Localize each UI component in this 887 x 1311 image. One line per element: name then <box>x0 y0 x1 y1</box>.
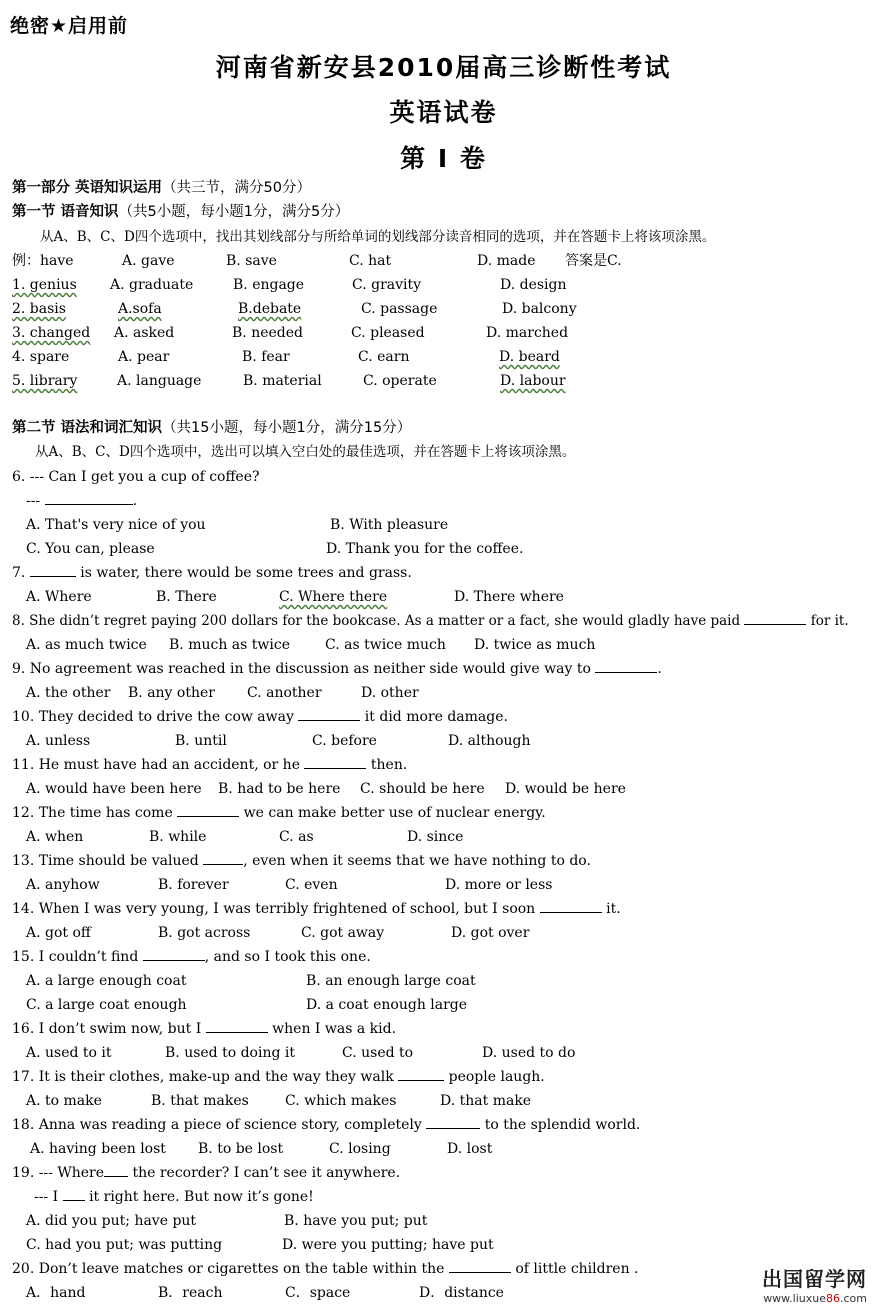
question-15 <box>12 945 872 969</box>
question-stem: 10. They decided to drive the cow away <box>12 709 294 725</box>
question-stem: 12. The time has come <box>12 805 173 821</box>
option-a: A．hand <box>26 1285 86 1301</box>
question-6-options-2 <box>26 537 886 561</box>
question-19-options-1 <box>26 1209 886 1233</box>
answer-blank <box>206 1018 268 1033</box>
example-answer: 答案是C. <box>565 253 622 269</box>
option-b: B. that makes <box>151 1093 249 1109</box>
question-9 <box>12 657 872 681</box>
question-14-options <box>26 921 886 945</box>
option-c: C. got away <box>301 925 385 941</box>
question-stem-end: we can make better use of nuclear energy. <box>243 805 546 821</box>
question-16-options <box>26 1041 886 1065</box>
phonetic-stem: 1. genius <box>12 277 77 293</box>
question-stem-end: for it. <box>810 613 849 629</box>
option-b: B. have you put; put <box>284 1213 428 1229</box>
answer-blank <box>143 946 205 961</box>
question-8 <box>12 609 872 633</box>
watermark-name: 出国留学网 <box>762 1267 867 1291</box>
answer-blank <box>426 1114 480 1129</box>
answer-blank <box>177 802 239 817</box>
option-a: A. anyhow <box>26 877 100 893</box>
question-19-reply <box>34 1185 887 1209</box>
question-stem-end: it. <box>606 901 621 917</box>
option-a: A. would have been here <box>26 781 202 797</box>
option-b: B. an enough large coat <box>306 973 476 989</box>
option-c: C. another <box>247 685 322 701</box>
option-a: A. a large enough coat <box>26 973 187 989</box>
option-b: B. engage <box>233 277 305 293</box>
answer-blank <box>298 706 360 721</box>
question-13 <box>12 849 872 873</box>
option-a: A. got off <box>26 925 91 941</box>
question-stem: 11. He must have had an accident, or he <box>12 757 300 773</box>
question-stem-end: the recorder? I can’t see it anywhere. <box>132 1165 401 1181</box>
question-16 <box>12 1017 872 1041</box>
section1-heading <box>12 200 872 224</box>
question-stem-end: . <box>657 661 662 677</box>
option-a: A. asked <box>114 325 175 341</box>
section1-note: （共5小题，每小题1分，满分5分） <box>118 204 350 220</box>
option-c: C. used to <box>342 1045 414 1061</box>
option-c: C．space <box>285 1285 351 1301</box>
question-8-options <box>26 633 886 657</box>
option-a: A. as much twice <box>26 637 147 653</box>
option-d: D. marched <box>486 325 569 341</box>
question-stem-end: is water, there would be some trees and grass. <box>80 565 412 581</box>
question-18 <box>12 1113 872 1137</box>
option-d: D. since <box>407 829 464 845</box>
option-b: B. There <box>156 589 217 605</box>
option-b: B. until <box>175 733 227 749</box>
option-d: D. twice as much <box>474 637 596 653</box>
question-stem: 15. I couldn’t find <box>12 949 139 965</box>
option-b: B. fear <box>242 349 290 365</box>
question-11 <box>12 753 872 777</box>
option-d: D. more or less <box>445 877 553 893</box>
option-b: B.debate <box>238 301 302 317</box>
option-d: D. that make <box>440 1093 532 1109</box>
option-a: A. when <box>26 829 84 845</box>
option-d: D. although <box>448 733 531 749</box>
option-a: A. to make <box>26 1093 102 1109</box>
question-stem: 17. It is their clothes, make-up and the way they walk <box>12 1069 394 1085</box>
phonetic-stem: 5. library <box>12 373 78 389</box>
section2-title: 第二节 语法和词汇知识 <box>12 420 163 436</box>
option-c: C. before <box>312 733 377 749</box>
question-6 <box>12 465 872 489</box>
option-d: D. beard <box>499 349 560 365</box>
question-17 <box>12 1065 872 1089</box>
question-15-options-2 <box>26 993 886 1017</box>
url-suffix: .com <box>840 1292 867 1305</box>
answer-blank <box>540 898 602 913</box>
part1-title: 第一部分 英语知识运用 <box>12 180 163 196</box>
answer-blank <box>30 562 76 577</box>
question-stem-end: when I was a kid. <box>272 1021 397 1037</box>
phonetic-stem: 3. changed <box>12 325 91 341</box>
option-b: B. With pleasure <box>330 517 449 533</box>
phonetic-row-5 <box>12 369 872 393</box>
question-stem-end: , and so I took this one. <box>204 949 371 965</box>
option-c: C. a large coat enough <box>26 997 187 1013</box>
volume-title: 第 I 卷 <box>400 144 487 173</box>
question-stem: 19. --- Where <box>12 1165 105 1181</box>
option-d: D. other <box>361 685 419 701</box>
question-stem: 18. Anna was reading a piece of science story, completely <box>12 1117 422 1133</box>
option-a: A. gave <box>122 253 175 269</box>
question-6-reply: --- . <box>26 489 886 513</box>
option-b: B. material <box>243 373 322 389</box>
option-a: A. unless <box>26 733 91 749</box>
option-b: B. forever <box>158 877 229 893</box>
option-c: C. as <box>279 829 314 845</box>
answer-blank <box>63 1186 85 1201</box>
option-c: C. gravity <box>352 277 422 293</box>
question-stem: 9. No agreement was reached in the discussion as neither side would give way to <box>12 661 591 677</box>
option-c: C. operate <box>363 373 437 389</box>
option-a: A. pear <box>118 349 170 365</box>
option-c: C. had you put; was putting <box>26 1237 223 1253</box>
option-a: A. language <box>117 373 202 389</box>
option-a: A.sofa <box>118 301 162 317</box>
question-20-options <box>26 1281 886 1305</box>
question-20 <box>12 1257 872 1281</box>
exam-title: 河南省新安县2010届高三诊断性考试 <box>215 53 672 82</box>
option-a: A. That's very nice of you <box>26 517 206 533</box>
part1-note: （共三节，满分50分） <box>162 180 312 196</box>
option-c: C. pleased <box>351 325 425 341</box>
option-a: A. did you put; have put <box>26 1213 197 1229</box>
question-stem: 20. Don’t leave matches or cigarettes on the table within the <box>12 1261 445 1277</box>
option-d: D. used to do <box>482 1045 576 1061</box>
section1-title: 第一节 语音知识 <box>12 204 119 220</box>
phonetic-stem: 例：have <box>12 253 74 269</box>
question-7 <box>12 561 872 585</box>
option-c: C. passage <box>361 301 438 317</box>
question-9-options <box>26 681 886 705</box>
option-b: B．reach <box>158 1285 223 1301</box>
question-stem-end: people laugh. <box>448 1069 545 1085</box>
question-stem: --- I <box>34 1189 59 1205</box>
url-prefix: www.liuxue <box>763 1292 826 1305</box>
phonetic-row-3 <box>12 321 872 345</box>
option-d: D. balcony <box>502 301 577 317</box>
option-b: B. got across <box>158 925 251 941</box>
option-d: D．distance <box>419 1285 504 1301</box>
option-d: D. would be here <box>505 781 626 797</box>
answer-blank <box>104 1162 128 1177</box>
question-11-options <box>26 777 886 801</box>
option-c: C. earn <box>358 349 410 365</box>
option-b: B. any other <box>128 685 215 701</box>
option-a: A. used to it <box>26 1045 112 1061</box>
question-stem: 8. She didn’t regret paying 200 dollars for the bookcase. As a matter or a fact, she would gladly have paid <box>12 613 741 629</box>
question-stem: 14. When I was very young, I was terribly frightened of school, but I soon <box>12 901 536 917</box>
option-c: C. which makes <box>285 1093 397 1109</box>
option-c: C. as twice much <box>325 637 446 653</box>
answer-blank <box>45 490 133 505</box>
question-14 <box>12 897 872 921</box>
question-stem-end: of little children . <box>515 1261 639 1277</box>
option-d: D. made <box>477 253 536 269</box>
option-a: A. Where <box>26 589 92 605</box>
question-stem-end: it did more damage. <box>364 709 508 725</box>
option-d: D. a coat enough large <box>306 997 468 1013</box>
option-c: C. should be here <box>360 781 485 797</box>
question-15-options-1 <box>26 969 886 993</box>
phonetic-row-4 <box>12 345 872 369</box>
question-7-options <box>26 585 886 609</box>
option-d: D. Thank you for the coffee. <box>326 541 524 557</box>
option-c: C. hat <box>349 253 392 269</box>
phonetic-row-1 <box>12 273 872 297</box>
question-6-options-1 <box>26 513 886 537</box>
exam-subtitle: 英语试卷 <box>389 98 498 127</box>
question-12 <box>12 801 872 825</box>
answer-blank <box>203 850 243 865</box>
question-stem-end: , even when it seems that we have nothing to do. <box>243 853 591 869</box>
answer-blank <box>449 1258 511 1273</box>
option-c: C. You can, please <box>26 541 155 557</box>
question-stem-end: it right here. But now it’s gone! <box>89 1189 314 1205</box>
answer-blank <box>744 610 806 625</box>
option-d: D. were you putting; have put <box>282 1237 494 1253</box>
section2-note: （共15小题，每小题1分，满分15分） <box>162 420 412 436</box>
question-stem: 16. I don’t swim now, but I <box>12 1021 202 1037</box>
question-stem: 13. Time should be valued <box>12 853 199 869</box>
phonetic-row-2 <box>12 297 872 321</box>
question-12-options <box>26 825 886 849</box>
question-stem: 7. <box>12 565 26 581</box>
section2-heading <box>12 416 872 440</box>
site-watermark <box>762 1263 867 1305</box>
question-17-options <box>26 1089 886 1113</box>
answer-blank <box>595 658 657 673</box>
question-10-options <box>26 729 886 753</box>
option-a: A. having been lost <box>30 1141 166 1157</box>
question-10 <box>12 705 872 729</box>
option-d: D. lost <box>447 1141 493 1157</box>
phonetic-stem: 2. basis <box>12 301 66 317</box>
option-b: B. much as twice <box>169 637 290 653</box>
question-18-options <box>30 1137 887 1161</box>
option-a: A. graduate <box>110 277 194 293</box>
section2-instruction: 从A、B、C、D四个选项中，选出可以填入空白处的最佳选项，并在答题卡上将该项涂黑。 <box>35 444 576 460</box>
watermark-url <box>762 1292 867 1305</box>
option-b: B. used to doing it <box>165 1045 295 1061</box>
option-b: B. had to be here <box>218 781 341 797</box>
option-c: C. Where there <box>279 589 388 605</box>
option-b: B. to be lost <box>198 1141 284 1157</box>
question-19 <box>12 1161 872 1185</box>
option-a: A. the other <box>26 685 111 701</box>
phonetic-stem: 4. spare <box>12 349 70 365</box>
secret-label: 绝密★启用前 <box>10 15 129 37</box>
option-b: B. while <box>149 829 207 845</box>
option-d: D. got over <box>451 925 530 941</box>
option-b: B. save <box>226 253 277 269</box>
option-d: D. There where <box>454 589 564 605</box>
option-c: C. losing <box>329 1141 391 1157</box>
answer-blank <box>304 754 366 769</box>
question-stem: --- <box>26 493 41 509</box>
url-number: 86 <box>826 1292 840 1305</box>
option-b: B. needed <box>232 325 303 341</box>
option-c: C. even <box>285 877 338 893</box>
section1-instruction: 从A、B、C、D四个选项中，找出其划线部分与所给单词的划线部分读音相同的选项，并在答题卡上将该项涂黑。 <box>40 229 716 245</box>
question-13-options <box>26 873 886 897</box>
question-19-options-2 <box>26 1233 886 1257</box>
question-stem-end: to the splendid world. <box>484 1117 641 1133</box>
question-stem: 6. --- Can I get you a cup of coffee? <box>12 469 260 485</box>
option-d: D. labour <box>500 373 566 389</box>
option-d: D. design <box>500 277 567 293</box>
question-stem-end: then. <box>370 757 408 773</box>
answer-blank <box>398 1066 444 1081</box>
part1-heading <box>12 176 872 200</box>
phonetic-example <box>12 249 872 273</box>
